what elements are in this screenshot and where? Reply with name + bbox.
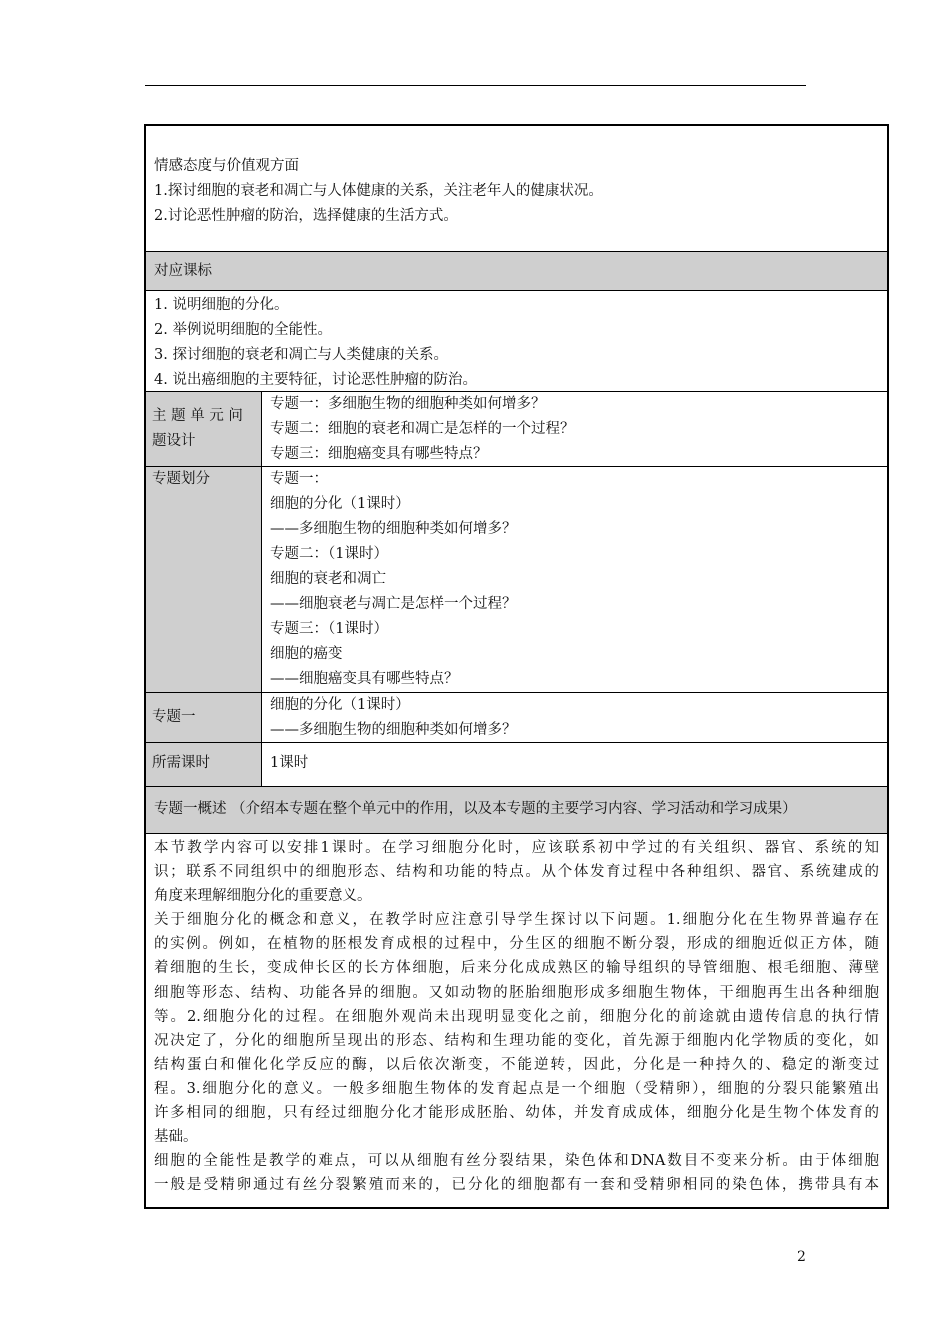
topic-division-item: 细胞的衰老和凋亡 <box>270 571 386 587</box>
unit-question-item: 专题二：细胞的衰老和凋亡是怎样的一个过程？ <box>270 421 575 437</box>
standards-list <box>146 290 887 391</box>
topic-one-list <box>262 693 887 742</box>
overview-paragraph <box>146 836 887 908</box>
topic-division-item: 专题三：（1课时） <box>270 621 388 637</box>
standards-heading-row <box>146 251 887 290</box>
overview-line: 着细胞的生长，变成伸长区的长方体细胞，后来分化成成熟区的输导组织的导管细胞、根毛细胞、薄壁 <box>154 960 879 977</box>
topic-division-row <box>146 466 887 692</box>
topic-division-label: 专题划分 <box>146 467 262 692</box>
hours-value: 1课时 <box>270 755 309 771</box>
topic-division-list <box>262 467 887 692</box>
unit-questions-label <box>146 392 262 466</box>
overview-line: 基础。 <box>154 1129 198 1146</box>
overview-line: 角度来理解细胞分化的重要意义。 <box>154 888 372 905</box>
overview-body <box>146 833 887 1207</box>
topic-division-item: 细胞的癌变 <box>270 646 343 662</box>
hours-value-cell <box>262 743 887 786</box>
overview-line: 关于细胞分化的概念和意义，在教学时应注意引导学生探讨以下问题。1.细胞分化在生物界普遍存在 <box>154 912 879 929</box>
overview-line: 细胞等形态、结构、功能各异的细胞。又如动物的胚胎细胞形成多细胞生物体，干细胞再生出各种细胞 <box>154 984 879 1001</box>
unit-question-item: 专题三：细胞癌变具有哪些特点？ <box>270 446 488 462</box>
attitude-item: 2.讨论恶性肿瘤的防治，选择健康的生活方式。 <box>154 208 458 224</box>
overview-line: 本节教学内容可以安排1课时。在学习细胞分化时，应该联系初中学过的有关组织、器官、系统的知 <box>154 840 879 856</box>
overview-line: 细胞的全能性是教学的难点，可以从细胞有丝分裂结果，染色体和DNA数目不变来分析。由于体细胞 <box>154 1153 879 1170</box>
standard-item: 2. 举例说明细胞的全能性。 <box>154 322 332 338</box>
standard-item: 3. 探讨细胞的衰老和凋亡与人类健康的关系。 <box>154 347 448 363</box>
overview-heading: 专题一概述 （介绍本专题在整个单元中的作用，以及本专题的主要学习内容、学习活动和学习成果） <box>154 801 797 817</box>
topic-division-item: 细胞的分化（1课时） <box>270 496 410 512</box>
header-rule <box>145 85 806 86</box>
topic-division-item: ——细胞癌变具有哪些特点？ <box>270 671 459 687</box>
overview-line: 况决定了，分化的细胞所呈现出的形态、结构和生理功能的变化，首先源于细胞内化学物质的变化，如 <box>154 1032 879 1049</box>
overview-line: 等。2.细胞分化的过程。在细胞外观尚未出现明显变化之前，细胞分化的前途就由遗传信息的执行情 <box>154 1008 879 1025</box>
hours-label: 所需课时 <box>146 743 262 786</box>
attitude-section <box>146 126 887 251</box>
topic-division-item: 专题二：（1课时） <box>270 546 388 562</box>
topic-division-item: 专题一： <box>270 471 328 487</box>
overview-line: 的实例。例如，在植物的胚根发育成根的过程中，分生区的细胞不断分裂，形成的细胞近似正方体，随 <box>154 936 879 953</box>
topic-one-label: 专题一 <box>146 693 262 742</box>
overview-paragraph <box>146 908 887 1149</box>
topic-one-row <box>146 692 887 742</box>
overview-paragraph <box>146 1149 887 1197</box>
hours-row <box>146 742 887 786</box>
overview-line: 许多相同的细胞，只有经过细胞分化才能形成胚胎、幼体，并发育成成体，细胞分化是生物个体发育的 <box>154 1105 879 1122</box>
standard-item: 1. 说明细胞的分化。 <box>154 297 289 313</box>
unit-question-item: 专题一：多细胞生物的细胞种类如何增多？ <box>270 396 546 412</box>
unit-questions-list <box>262 392 887 466</box>
topic-division-item: ——细胞衰老与凋亡是怎样一个过程？ <box>270 596 517 612</box>
unit-questions-label-line: 题设计 <box>152 433 196 449</box>
overview-line: 识；联系不同组织中的细胞形态、结构和功能的特点。从个体发育过程中各种组织、器官、系统建成的 <box>154 864 879 881</box>
topic-one-item: ——多细胞生物的细胞种类如何增多？ <box>270 722 517 738</box>
overview-line: 一般是受精卵通过有丝分裂繁殖而来的，已分化的细胞都有一套和受精卵相同的染色体，携带具有本 <box>154 1177 879 1194</box>
standard-item: 4. 说出癌细胞的主要特征，讨论恶性肿瘤的防治。 <box>154 372 477 388</box>
page-number: 2 <box>797 1249 806 1265</box>
attitude-item: 1.探讨细胞的衰老和凋亡与人体健康的关系，关注老年人的健康状况。 <box>154 183 603 199</box>
overview-line: 程。3.细胞分化的意义。一般多细胞生物体的发育起点是一个细胞（受精卵），细胞的分裂只能繁殖出 <box>154 1080 879 1097</box>
unit-questions-label-line: 主 题 单 元 问 <box>152 408 243 424</box>
lesson-plan-table <box>144 124 889 1209</box>
standards-heading: 对应课标 <box>154 263 212 279</box>
topic-one-item: 细胞的分化（1课时） <box>270 697 410 713</box>
unit-questions-row <box>146 391 887 466</box>
topic-division-item: ——多细胞生物的细胞种类如何增多？ <box>270 521 517 537</box>
overview-heading-row <box>146 786 887 833</box>
attitude-heading: 情感态度与价值观方面 <box>154 158 299 174</box>
overview-line: 结构蛋白和催化化学反应的酶，以后依次渐变，不能逆转，因此，分化是一种持久的、稳定的渐变过 <box>154 1056 879 1073</box>
